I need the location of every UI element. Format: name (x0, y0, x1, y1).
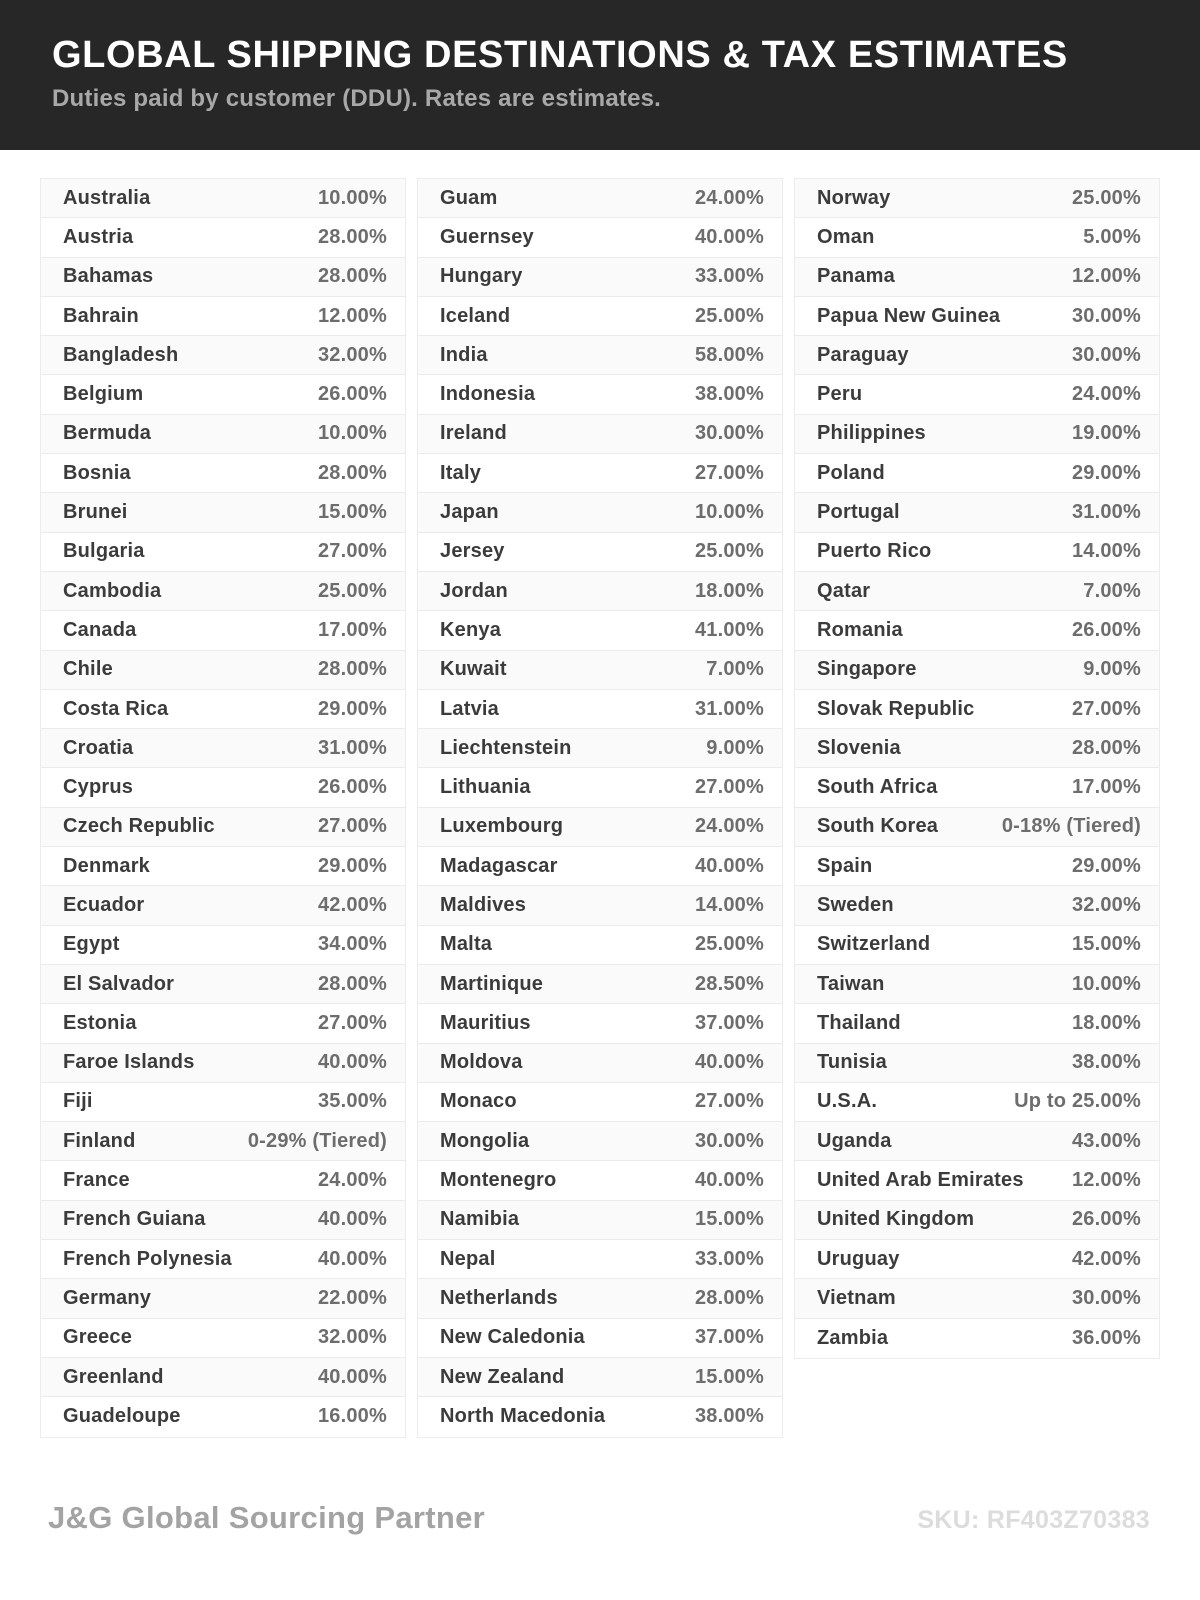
country-row (418, 690, 782, 729)
country-row (41, 729, 405, 768)
country-row (418, 926, 782, 965)
country-name: Kenya (440, 618, 502, 641)
country-name: Guam (440, 186, 498, 209)
country-row (41, 572, 405, 611)
page-subtitle: Duties paid by customer (DDU). Rates are estimates. (52, 84, 662, 112)
country-name: Bahamas (63, 265, 154, 288)
tax-rate: 26.00% (317, 383, 387, 406)
country-row (795, 1319, 1159, 1358)
country-row (41, 768, 405, 807)
country-name: Faroe Islands (63, 1051, 195, 1074)
country-name: Czech Republic (63, 815, 215, 838)
country-row (795, 1201, 1159, 1240)
country-row (418, 768, 782, 807)
country-name: Martinique (440, 972, 544, 995)
country-row (795, 297, 1159, 336)
country-row (795, 454, 1159, 493)
tax-rate: 12.00% (317, 304, 387, 327)
country-name: French Guiana (63, 1208, 206, 1231)
country-row (418, 965, 782, 1004)
country-row (41, 297, 405, 336)
country-row (418, 1397, 782, 1436)
tax-rate: 0-18% (Tiered) (1001, 815, 1141, 838)
tax-rate: 10.00% (317, 186, 387, 209)
tax-rate: 26.00% (1071, 1208, 1141, 1231)
country-row (795, 1004, 1159, 1043)
country-row (41, 415, 405, 454)
country-name: Finland (63, 1129, 136, 1152)
country-row (418, 533, 782, 572)
tax-rate: 40.00% (694, 225, 764, 248)
country-row (418, 1201, 782, 1240)
tax-rate: 35.00% (317, 1090, 387, 1113)
country-name: Moldova (440, 1051, 523, 1074)
country-row (41, 1319, 405, 1358)
country-row (418, 493, 782, 532)
country-row (418, 886, 782, 925)
country-row (795, 336, 1159, 375)
country-name: Jordan (440, 579, 508, 602)
country-row (795, 808, 1159, 847)
country-name: Liechtenstein (440, 736, 572, 759)
country-name: Chile (63, 658, 113, 681)
tax-rate: 15.00% (1071, 933, 1141, 956)
country-name: Austria (63, 225, 134, 248)
country-name: Guadeloupe (63, 1405, 181, 1428)
tax-rate: 34.00% (317, 933, 387, 956)
tax-rate: 27.00% (694, 1090, 764, 1113)
country-name: Spain (817, 854, 873, 877)
country-name: Peru (817, 383, 863, 406)
country-row (41, 1083, 405, 1122)
tax-rate: 14.00% (1071, 540, 1141, 563)
country-name: Slovenia (817, 736, 901, 759)
country-row (795, 847, 1159, 886)
page-footer (48, 1500, 1150, 1536)
tax-rate: 29.00% (1071, 854, 1141, 877)
tax-rate: 40.00% (317, 1247, 387, 1270)
country-row (795, 533, 1159, 572)
tax-rate: 28.00% (317, 461, 387, 484)
tax-rate: 42.00% (1071, 1247, 1141, 1270)
country-row (41, 454, 405, 493)
tax-rate: 0-29% (Tiered) (247, 1129, 387, 1152)
tax-rate: 15.00% (694, 1365, 764, 1388)
country-row (418, 218, 782, 257)
tax-rate: 28.00% (317, 265, 387, 288)
country-row (795, 1279, 1159, 1318)
country-row (41, 847, 405, 886)
country-name: Maldives (440, 893, 527, 916)
country-row (795, 690, 1159, 729)
country-name: Lithuania (440, 776, 531, 799)
country-row (795, 965, 1159, 1004)
country-name: Australia (63, 186, 151, 209)
tax-rate: 9.00% (706, 736, 764, 759)
tax-rate: 10.00% (317, 422, 387, 445)
country-name: Belgium (63, 383, 144, 406)
tax-rate: 25.00% (1071, 186, 1141, 209)
country-row (418, 611, 782, 650)
country-name: Indonesia (440, 383, 536, 406)
tax-rate: 32.00% (1071, 893, 1141, 916)
country-row (41, 336, 405, 375)
country-name: El Salvador (63, 972, 175, 995)
tax-rate: 30.00% (1071, 343, 1141, 366)
country-row (418, 179, 782, 218)
page-header (0, 0, 1200, 150)
country-name: Egypt (63, 933, 120, 956)
country-row (418, 1044, 782, 1083)
tax-rate: 30.00% (694, 422, 764, 445)
country-name: Vietnam (817, 1286, 896, 1309)
tax-rate: 25.00% (694, 933, 764, 956)
country-name: South Africa (817, 776, 938, 799)
country-row (418, 454, 782, 493)
country-name: Hungary (440, 265, 523, 288)
country-name: Kuwait (440, 658, 507, 681)
country-row (41, 258, 405, 297)
country-row (795, 179, 1159, 218)
country-name: Uganda (817, 1129, 892, 1152)
country-name: Fiji (63, 1090, 93, 1113)
table-column-3 (794, 178, 1160, 1359)
country-row (41, 533, 405, 572)
country-row (418, 1004, 782, 1043)
country-row (418, 1358, 782, 1397)
country-name: Bahrain (63, 304, 139, 327)
tax-rate: 58.00% (694, 343, 764, 366)
country-row (795, 1240, 1159, 1279)
country-name: Iceland (440, 304, 511, 327)
tax-rate: 16.00% (317, 1405, 387, 1428)
country-name: Malta (440, 933, 493, 956)
tax-rate: 40.00% (317, 1051, 387, 1074)
country-name: Puerto Rico (817, 540, 932, 563)
country-name: Ireland (440, 422, 507, 445)
tax-rate: 17.00% (1071, 776, 1141, 799)
tax-rate: 5.00% (1083, 225, 1141, 248)
tax-rate: 18.00% (694, 579, 764, 602)
country-row (795, 768, 1159, 807)
country-row (41, 1161, 405, 1200)
tax-rate: 40.00% (317, 1365, 387, 1388)
country-name: Latvia (440, 697, 500, 720)
country-row (795, 493, 1159, 532)
country-name: Japan (440, 501, 499, 524)
country-name: Uruguay (817, 1247, 900, 1270)
country-name: Bangladesh (63, 343, 179, 366)
tax-rate: 28.00% (694, 1286, 764, 1309)
country-name: Oman (817, 225, 875, 248)
country-name: Bermuda (63, 422, 152, 445)
tax-rate: 28.00% (317, 658, 387, 681)
tax-rate-table (40, 178, 1160, 1438)
country-name: Luxembourg (440, 815, 564, 838)
country-name: Namibia (440, 1208, 520, 1231)
tax-rate: 22.00% (317, 1286, 387, 1309)
country-name: U.S.A. (817, 1090, 878, 1113)
country-row (418, 258, 782, 297)
country-name: Zambia (817, 1326, 889, 1349)
country-name: New Caledonia (440, 1326, 585, 1349)
country-row (418, 729, 782, 768)
country-name: Jersey (440, 540, 505, 563)
country-name: French Polynesia (63, 1247, 232, 1270)
tax-rate: 40.00% (317, 1208, 387, 1231)
country-name: Norway (817, 186, 891, 209)
tax-rate: 12.00% (1071, 265, 1141, 288)
tax-rate: 24.00% (694, 815, 764, 838)
country-name: India (440, 343, 488, 366)
tax-rate: 17.00% (317, 618, 387, 641)
country-row (41, 493, 405, 532)
sku-label: SKU: RF403Z70383 (917, 1506, 1150, 1534)
country-row (795, 1044, 1159, 1083)
country-name: Mongolia (440, 1129, 530, 1152)
tax-rate: 30.00% (1071, 304, 1141, 327)
country-name: Italy (440, 461, 482, 484)
country-name: Philippines (817, 422, 926, 445)
tax-rate: 33.00% (694, 1247, 764, 1270)
country-row (418, 415, 782, 454)
country-row (418, 1161, 782, 1200)
country-row (41, 1004, 405, 1043)
tax-rate: 14.00% (694, 893, 764, 916)
tax-rate: 38.00% (694, 383, 764, 406)
country-name: Cambodia (63, 579, 162, 602)
country-row (418, 1319, 782, 1358)
table-column-2 (417, 178, 783, 1438)
country-row (41, 886, 405, 925)
tax-rate: 27.00% (317, 1011, 387, 1034)
tax-rate: 41.00% (694, 618, 764, 641)
tax-rate: Up to 25.00% (1014, 1090, 1141, 1113)
country-name: Estonia (63, 1011, 137, 1034)
country-name: Taiwan (817, 972, 885, 995)
country-row (418, 1122, 782, 1161)
country-row (418, 375, 782, 414)
country-row (41, 1279, 405, 1318)
country-row (795, 258, 1159, 297)
country-row (41, 218, 405, 257)
country-row (41, 1240, 405, 1279)
country-row (41, 1122, 405, 1161)
tax-rate: 10.00% (1071, 972, 1141, 995)
tax-rate: 32.00% (317, 343, 387, 366)
tax-rate: 25.00% (694, 304, 764, 327)
tax-rate: 40.00% (694, 1051, 764, 1074)
tax-rate: 38.00% (1071, 1051, 1141, 1074)
tax-rate: 28.00% (317, 225, 387, 248)
tax-rate: 27.00% (694, 461, 764, 484)
country-row (418, 297, 782, 336)
country-row (41, 808, 405, 847)
country-name: Singapore (817, 658, 917, 681)
tax-rate: 27.00% (317, 540, 387, 563)
country-name: Poland (817, 461, 885, 484)
tax-rate: 27.00% (1071, 697, 1141, 720)
tax-rate: 25.00% (694, 540, 764, 563)
country-name: United Arab Emirates (817, 1169, 1024, 1192)
country-name: Netherlands (440, 1286, 558, 1309)
country-row (795, 218, 1159, 257)
country-name: Thailand (817, 1011, 901, 1034)
tax-rate: 28.50% (694, 972, 764, 995)
country-name: Nepal (440, 1247, 496, 1270)
country-name: Bosnia (63, 461, 131, 484)
country-row (795, 1122, 1159, 1161)
tax-rate: 25.00% (317, 579, 387, 602)
country-name: Croatia (63, 736, 134, 759)
tax-rate: 18.00% (1071, 1011, 1141, 1034)
tax-rate: 10.00% (694, 501, 764, 524)
country-row (418, 336, 782, 375)
country-name: Greece (63, 1326, 133, 1349)
country-name: Switzerland (817, 933, 931, 956)
country-row (41, 375, 405, 414)
country-name: Germany (63, 1286, 152, 1309)
country-name: Montenegro (440, 1169, 557, 1192)
tax-rate: 7.00% (706, 658, 764, 681)
tax-rate: 40.00% (694, 854, 764, 877)
country-name: Madagascar (440, 854, 558, 877)
tax-rate: 7.00% (1083, 579, 1141, 602)
tax-rate: 26.00% (317, 776, 387, 799)
country-row (795, 572, 1159, 611)
tax-rate: 28.00% (317, 972, 387, 995)
tax-rate: 9.00% (1083, 658, 1141, 681)
country-row (418, 572, 782, 611)
country-row (795, 415, 1159, 454)
tax-rate: 28.00% (1071, 736, 1141, 759)
tax-rate: 31.00% (1071, 501, 1141, 524)
tax-rate: 31.00% (694, 697, 764, 720)
country-name: Canada (63, 618, 137, 641)
country-name: Sweden (817, 893, 894, 916)
tax-rate: 12.00% (1071, 1169, 1141, 1192)
country-name: United Kingdom (817, 1208, 975, 1231)
tax-rate: 29.00% (317, 854, 387, 877)
country-name: Qatar (817, 579, 871, 602)
country-row (795, 375, 1159, 414)
country-name: North Macedonia (440, 1405, 606, 1428)
country-row (795, 611, 1159, 650)
page-title: GLOBAL SHIPPING DESTINATIONS & TAX ESTIMATES (52, 34, 1068, 76)
country-name: Guernsey (440, 225, 534, 248)
country-row (795, 1161, 1159, 1200)
tax-rate: 30.00% (694, 1129, 764, 1152)
country-name: South Korea (817, 815, 939, 838)
country-name: New Zealand (440, 1365, 565, 1388)
country-row (418, 808, 782, 847)
country-row (795, 886, 1159, 925)
country-row (795, 729, 1159, 768)
country-row (418, 847, 782, 886)
country-name: Brunei (63, 501, 128, 524)
tax-rate: 30.00% (1071, 1286, 1141, 1309)
country-name: Denmark (63, 854, 150, 877)
country-row (41, 651, 405, 690)
tax-rate: 24.00% (1071, 383, 1141, 406)
tax-rate: 15.00% (317, 501, 387, 524)
country-name: Costa Rica (63, 697, 169, 720)
country-name: Greenland (63, 1365, 164, 1388)
country-name: Paraguay (817, 343, 909, 366)
tax-rate: 32.00% (317, 1326, 387, 1349)
country-row (41, 1201, 405, 1240)
tax-rate: 43.00% (1071, 1129, 1141, 1152)
tax-rate: 31.00% (317, 736, 387, 759)
country-row (418, 1240, 782, 1279)
country-name: Ecuador (63, 893, 145, 916)
tax-rate: 27.00% (694, 776, 764, 799)
brand-name: J&G Global Sourcing Partner (48, 1500, 486, 1535)
country-name: Panama (817, 265, 895, 288)
country-row (41, 611, 405, 650)
country-row (41, 179, 405, 218)
country-name: Portugal (817, 501, 900, 524)
country-name: Bulgaria (63, 540, 145, 563)
country-name: Tunisia (817, 1051, 887, 1074)
country-name: Cyprus (63, 776, 134, 799)
country-name: Mauritius (440, 1011, 531, 1034)
tax-rate: 15.00% (694, 1208, 764, 1231)
tax-rate: 24.00% (694, 186, 764, 209)
country-row (41, 926, 405, 965)
country-name: Monaco (440, 1090, 517, 1113)
tax-rate: 33.00% (694, 265, 764, 288)
tax-rate: 36.00% (1071, 1326, 1141, 1349)
country-row (41, 1358, 405, 1397)
tax-rate: 26.00% (1071, 618, 1141, 641)
tax-rate: 29.00% (1071, 461, 1141, 484)
country-row (41, 1044, 405, 1083)
country-row (795, 651, 1159, 690)
country-name: France (63, 1169, 130, 1192)
country-row (41, 690, 405, 729)
tax-rate: 42.00% (317, 893, 387, 916)
tax-rate: 24.00% (317, 1169, 387, 1192)
table-column-1 (40, 178, 406, 1438)
tax-rate: 27.00% (317, 815, 387, 838)
country-row (41, 965, 405, 1004)
tax-rate: 38.00% (694, 1405, 764, 1428)
tax-rate: 37.00% (694, 1011, 764, 1034)
tax-rate: 37.00% (694, 1326, 764, 1349)
country-name: Slovak Republic (817, 697, 975, 720)
country-name: Romania (817, 618, 903, 641)
tax-rate: 40.00% (694, 1169, 764, 1192)
country-row (41, 1397, 405, 1436)
country-row (795, 1083, 1159, 1122)
country-row (418, 651, 782, 690)
tax-rate: 29.00% (317, 697, 387, 720)
country-row (418, 1279, 782, 1318)
tax-rate: 19.00% (1071, 422, 1141, 445)
country-row (418, 1083, 782, 1122)
country-name: Papua New Guinea (817, 304, 1001, 327)
country-row (795, 926, 1159, 965)
